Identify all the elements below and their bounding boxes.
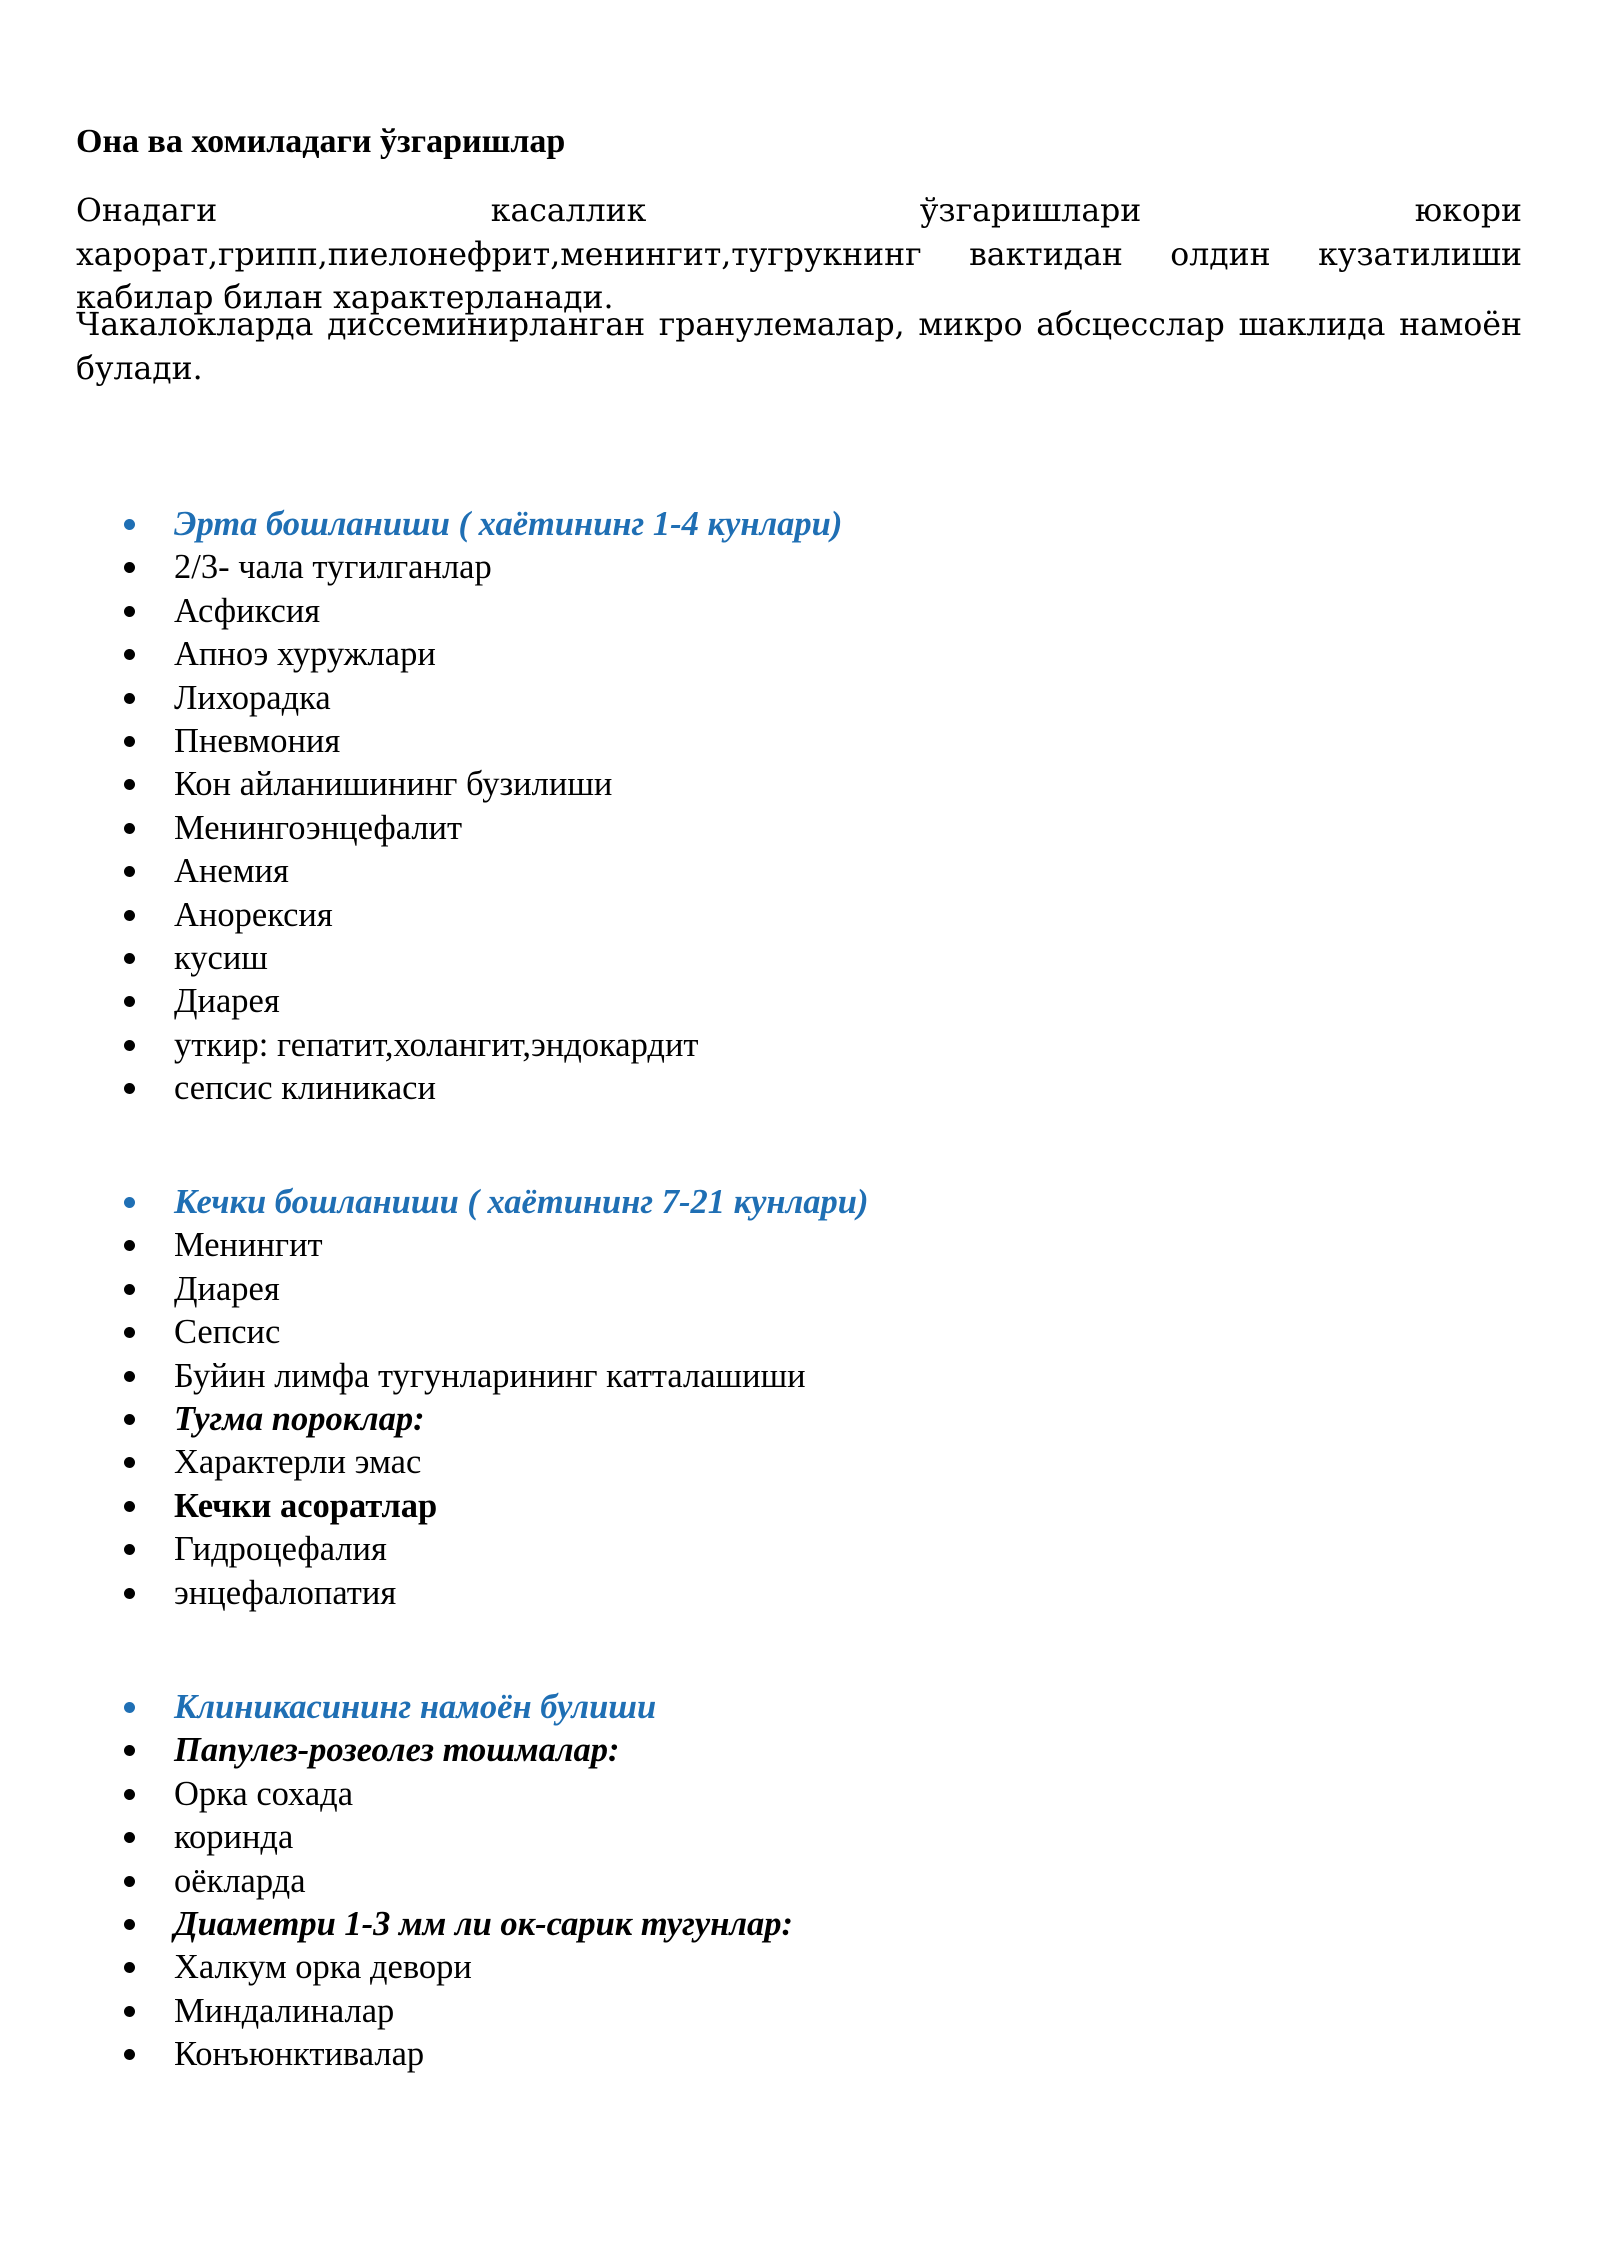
bullet-icon <box>124 1876 135 1887</box>
list-item-text: Эрта бошланиши ( хаётининг 1-4 кунлари) <box>174 505 843 543</box>
bullet-icon <box>124 910 135 921</box>
list-item-text: Менингоэнцефалит <box>174 808 463 847</box>
list-item-text: Орка сохада <box>174 1774 354 1813</box>
list-item <box>0 937 842 980</box>
bullet-icon <box>124 866 135 877</box>
bullet-icon <box>124 823 135 834</box>
bullet-icon <box>124 1414 135 1425</box>
list-item-text: Кечки асоратлар <box>174 1486 438 1525</box>
list-item <box>0 1946 793 1989</box>
list-item <box>0 546 842 589</box>
bullet-icon <box>124 1457 135 1468</box>
list-item <box>0 1816 793 1859</box>
list-item <box>0 677 842 720</box>
document-title: Она ва хомиладаги ўзгаришлар <box>76 123 566 160</box>
bullet-icon <box>124 1588 135 1599</box>
list-item-text: Миндалиналар <box>174 1991 395 2030</box>
list-item-text: Халкум орка девори <box>174 1948 472 1987</box>
list-item <box>0 1485 868 1528</box>
bullet-icon <box>124 996 135 1007</box>
list-item-text: Папулез-розеолез тошмалар: <box>174 1731 620 1770</box>
bullet-icon <box>124 519 135 530</box>
list-item <box>0 1572 868 1615</box>
list-item <box>0 720 842 763</box>
late-onset-list <box>0 1181 868 1615</box>
section-heading <box>0 503 842 546</box>
list-item <box>0 1729 793 1772</box>
list-item-text: Менингит <box>174 1226 323 1265</box>
list-item-text: Апноэ хуружлари <box>174 635 436 674</box>
bullet-icon <box>124 1702 135 1713</box>
list-item <box>0 1903 793 1946</box>
list-item-text: Гидроцефалия <box>174 1530 387 1569</box>
list-item <box>0 1990 793 2033</box>
clinical-manifestation-list <box>0 1686 793 2077</box>
bullet-icon <box>124 1544 135 1555</box>
bullet-icon <box>124 1832 135 1843</box>
list-item <box>0 1441 868 1484</box>
list-item-text: оёкларда <box>174 1861 306 1900</box>
bullet-icon <box>124 1327 135 1338</box>
list-item <box>0 590 842 633</box>
bullet-icon <box>124 2049 135 2060</box>
list-item <box>0 1024 842 1067</box>
list-item-text: энцефалопатия <box>174 1573 397 1612</box>
list-item-text: Диарея <box>174 982 280 1021</box>
list-item <box>0 850 842 893</box>
list-item-text: Клиникасининг намоён булиши <box>174 1688 657 1726</box>
bullet-icon <box>124 779 135 790</box>
list-item-text: Кон айланишининг бузилиши <box>174 765 613 804</box>
list-item <box>0 894 842 937</box>
list-item-text: Буйин лимфа тугунларининг катталашиши <box>174 1356 806 1395</box>
list-item-text: Конъюнктивалар <box>174 2035 425 2074</box>
bullet-icon <box>124 606 135 617</box>
bullet-icon <box>124 693 135 704</box>
list-item-text: Диаметри 1-3 мм ли ок-сарик тугунлар: <box>174 1904 794 1943</box>
bullet-icon <box>124 1962 135 1973</box>
list-item-text: Характерли эмас <box>174 1443 422 1482</box>
list-item <box>0 1067 842 1110</box>
list-item <box>0 807 842 850</box>
list-item-text: Сепсис <box>174 1313 281 1352</box>
list-item-text: уткир: гепатит,холангит,эндокардит <box>174 1025 699 1064</box>
early-onset-list <box>0 503 842 1110</box>
list-item <box>0 1355 868 1398</box>
bullet-icon <box>124 1919 135 1930</box>
list-item-text: Тугма пороклар: <box>174 1399 425 1438</box>
list-item <box>0 1268 868 1311</box>
list-item <box>0 633 842 676</box>
list-item <box>0 1311 868 1354</box>
bullet-icon <box>124 1083 135 1094</box>
bullet-icon <box>124 1371 135 1382</box>
bullet-icon <box>124 1197 135 1208</box>
list-item-text: коринда <box>174 1818 294 1857</box>
bullet-icon <box>124 649 135 660</box>
list-item <box>0 763 842 806</box>
list-item-text: Асфиксия <box>174 591 321 630</box>
list-item-text: Анорексия <box>174 895 333 934</box>
bullet-icon <box>124 953 135 964</box>
list-item-text: 2/3- чала тугилганлар <box>174 548 492 587</box>
bullet-icon <box>124 2006 135 2017</box>
list-item-text: Анемия <box>174 852 289 891</box>
list-item <box>0 1773 793 1816</box>
list-item <box>0 1528 868 1571</box>
section-heading <box>0 1686 793 1729</box>
bullet-icon <box>124 1745 135 1756</box>
list-item-text: Лихорадка <box>174 678 331 717</box>
bullet-icon <box>124 562 135 573</box>
bullet-icon <box>124 1501 135 1512</box>
list-item <box>0 2033 793 2076</box>
list-item <box>0 1860 793 1903</box>
bullet-icon <box>124 1240 135 1251</box>
paragraph-mother-changes: Онадаги касаллик ўзгаришлари юкори харорат,грипп,пиелонефрит,менингит,тугрукнинг вактидан олдин кузатилиши кабилар билан характерланади. <box>76 193 1522 316</box>
paragraph-newborn-changes: Чакалокларда диссеминирланган гранулемалар, микро абсцесслар шаклида намоён булади. <box>76 307 1522 387</box>
list-item <box>0 1398 868 1441</box>
list-item <box>0 1224 868 1267</box>
bullet-icon <box>124 736 135 747</box>
list-item-text: кусиш <box>174 938 268 977</box>
section-heading <box>0 1181 868 1224</box>
bullet-icon <box>124 1284 135 1295</box>
list-item-text: Кечки бошланиши ( хаётининг 7-21 кунлари) <box>174 1183 869 1221</box>
bullet-icon <box>124 1040 135 1051</box>
bullet-icon <box>124 1789 135 1800</box>
list-item-text: сепсис клиникаси <box>174 1069 436 1108</box>
list-item-text: Диарея <box>174 1269 280 1308</box>
list-item-text: Пневмония <box>174 721 341 760</box>
list-item <box>0 980 842 1023</box>
